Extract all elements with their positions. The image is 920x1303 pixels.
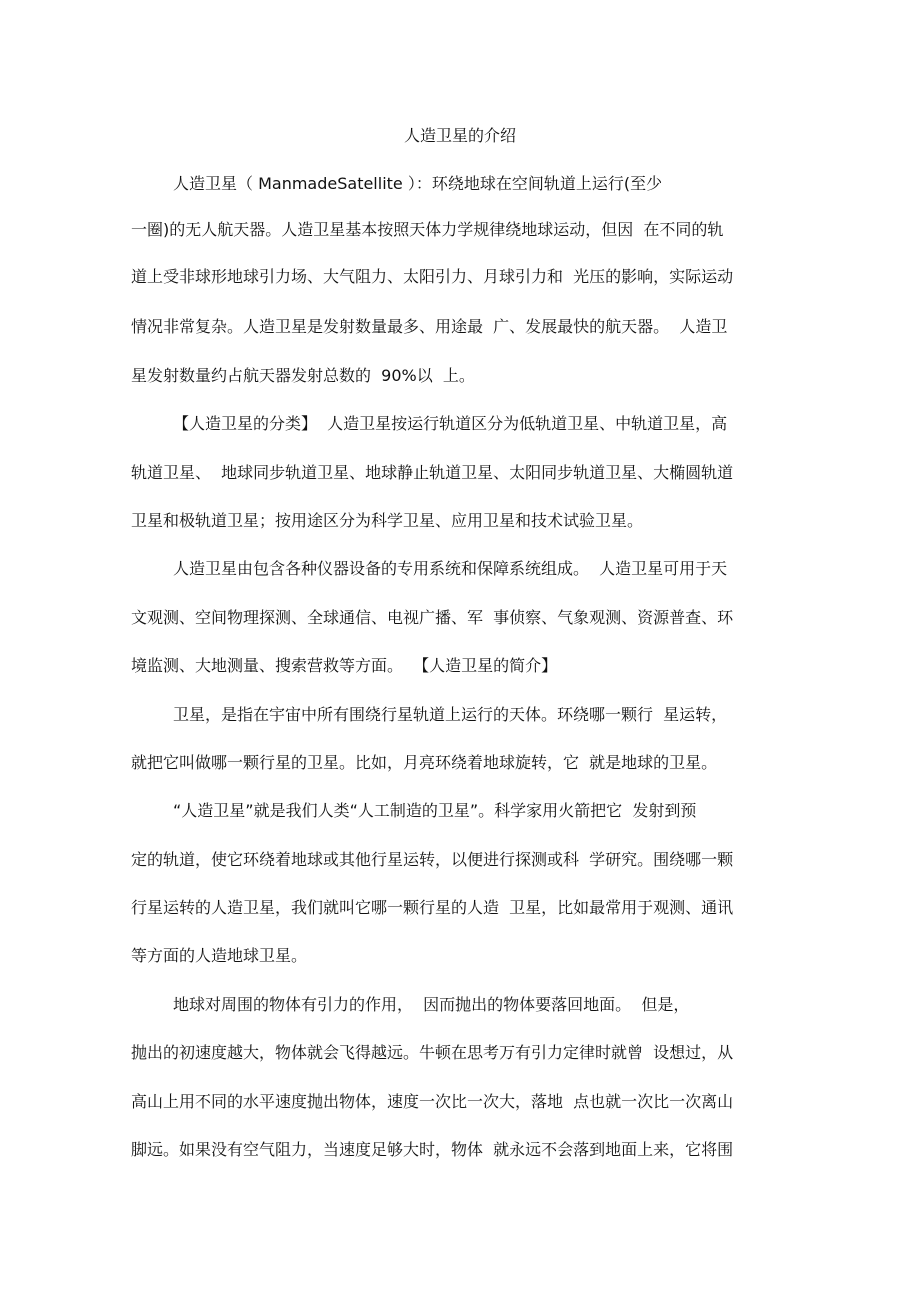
- paragraph-line: 文观测、空间物理探测、全球通信、电视广播、军 事侦察、气象观测、资源普查、环: [131, 608, 734, 627]
- paragraph-line: 星发射数量约占航天器发射总数的 90%以 上。: [131, 366, 475, 385]
- paragraph-line: 轨道卫星、 地球同步轨道卫星、地球静止轨道卫星、太阳同步轨道卫星、大椭圆轨道: [131, 463, 734, 482]
- paragraph-line: 【人造卫星的分类】 人造卫星按运行轨道区分为低轨道卫星、中轨道卫星，高: [173, 414, 728, 433]
- paragraph-line: 等方面的人造地球卫星。: [131, 946, 308, 965]
- paragraph-line: 人造卫星（ ManmadeSatellite ）：环绕地球在空间轨道上运行(至少: [173, 174, 663, 193]
- paragraph-line: 境监测、大地测量、搜索营救等方面。 【人造卫星的简介】: [131, 656, 558, 675]
- paragraph-line: 行星运转的人造卫星，我们就叫它哪一颗行星的人造 卫星，比如最常用于观测、通讯: [131, 898, 734, 917]
- paragraph-line: 一圈)的无人航天器。人造卫星基本按照天体力学规律绕地球运动，但因 在不同的轨: [131, 220, 724, 239]
- paragraph-line: 脚远。如果没有空气阻力，当速度足够大时，物体 就永远不会落到地面上来，它将围: [131, 1140, 734, 1159]
- paragraph-line: 抛出的初速度越大，物体就会飞得越远。牛顿在思考万有引力定律时就曾 设想过，从: [131, 1043, 734, 1062]
- document-title: 人造卫星的介绍: [403, 126, 516, 145]
- paragraph-line: 定的轨道，使它环绕着地球或其他行星运转，以便进行探测或科 学研究。围绕哪一颗: [131, 850, 734, 869]
- paragraph-line: 卫星和极轨道卫星；按用途区分为科学卫星、应用卫星和技术试验卫星。: [131, 511, 644, 530]
- paragraph-line: “人造卫星”就是我们人类“人工制造的卫星”。科学家用火箭把它 发射到预: [173, 801, 697, 820]
- paragraph-line: 就把它叫做哪一颗行星的卫星。比如，月亮环绕着地球旋转，它 就是地球的卫星。: [131, 753, 718, 772]
- paragraph-line: 地球对周围的物体有引力的作用， 因而抛出的物体要落回地面。 但是，: [173, 995, 690, 1014]
- paragraph-line: 高山上用不同的水平速度抛出物体，速度一次比一次大，落地 点也就一次比一次离山: [131, 1092, 734, 1111]
- paragraph-line: 人造卫星由包含各种仪器设备的专用系统和保障系统组成。 人造卫星可用于天: [173, 559, 728, 578]
- paragraph-line: 道上受非球形地球引力场、大气阻力、太阳引力、月球引力和 光压的影响，实际运动: [131, 267, 734, 286]
- paragraph-line: 卫星，是指在宇宙中所有围绕行星轨道上运行的天体。环绕哪一颗行 星运转，: [173, 705, 728, 724]
- paragraph-line: 情况非常复杂。人造卫星是发射数量最多、用途最 广、发展最快的航天器。 人造卫: [131, 317, 728, 336]
